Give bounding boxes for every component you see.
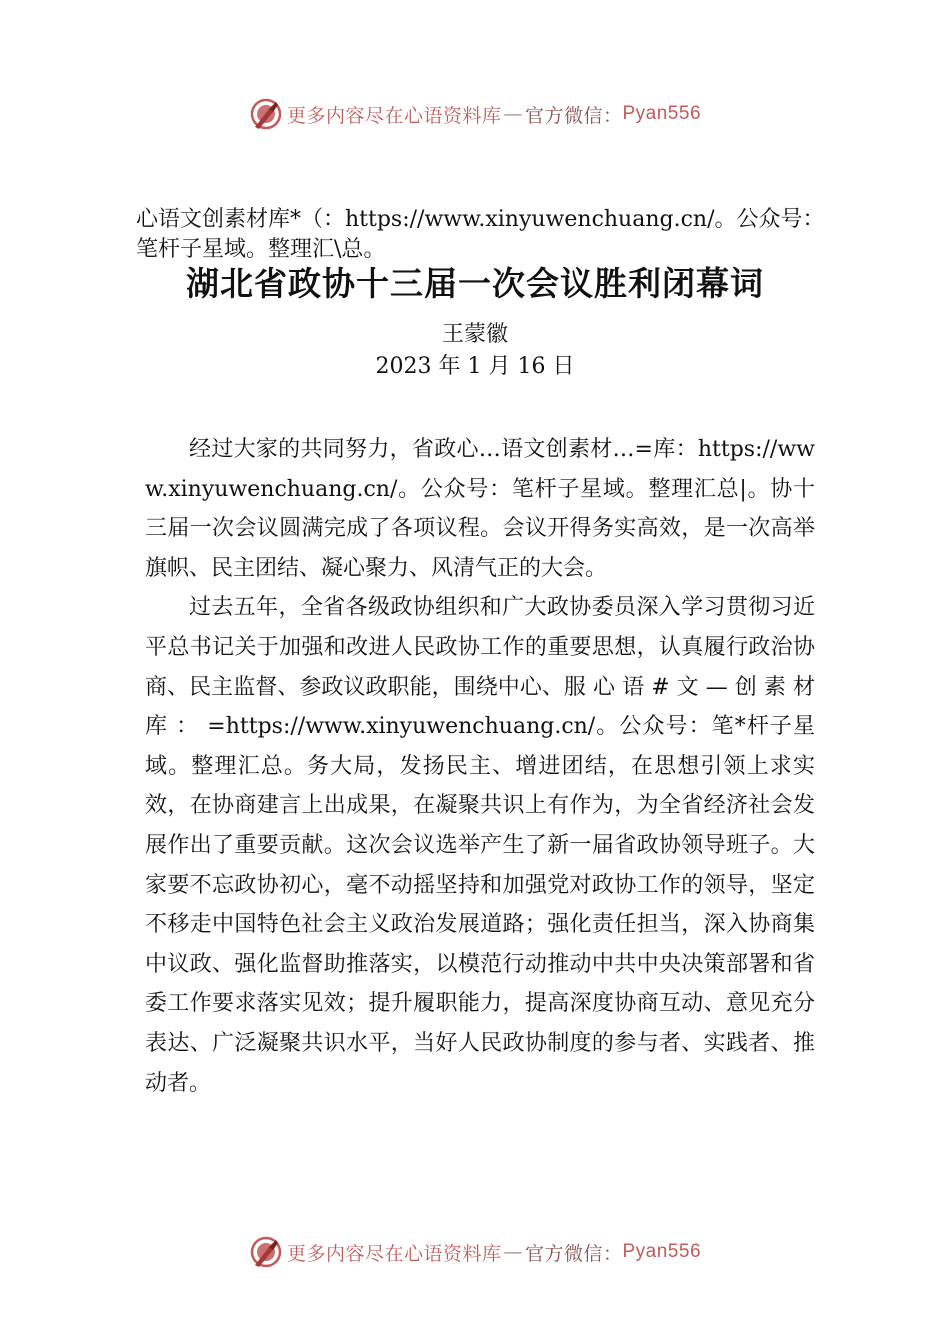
watermark-text: 更多内容尽在心语资料库 [286, 1242, 502, 1265]
watermark-footer [0, 1232, 950, 1272]
watermark-label: 官方微信： [524, 1242, 623, 1265]
date: 2023 年 1 月 16 日 [375, 354, 575, 379]
watermark-dash: — [503, 103, 523, 125]
watermark-dash: — [503, 1241, 523, 1263]
watermark-id: Pyan556 [622, 103, 702, 124]
watermark-text: 更多内容尽在心语资料库 [286, 104, 502, 127]
watermark-label: 官方微信： [524, 104, 623, 127]
source-note: 心语文创素材库*（：https://www.xinyuwenchuang.cn/。公众号：笔杆子星域。整理汇\总。 [136, 207, 825, 262]
paragraph-2: 过去五年，全省各级政协组织和广大政协委员深入学习贯彻习近平总书记关于加强和改进人民政协工作的重要思想，认真履行政治协商、民主监督、参政议政职能，围绕中心、服 心 语 # 文 — 创 素 材 库 ： =https://www.xinyuwenchuang.cn/。公众号：笔*杆子星域。整理汇总。务大局，发扬民主、增进团结，在思想引领上求实效，在协商建言上出成果，在凝聚共识上有作为，为全省经济社会发展作出了重要贡献。这次会议选举产生了新一届省政协领导班子。大家要不忘政协初心，毫不动摇坚持和加强党对政协工作的领导，坚定不移走中国特色社会主义政治发展道路；强化责任担当，深入协商集中议政、强化监督助推落实，以模范行动推动中共中央决策部署和省委工作要求落实见效；提升履职能力，提高深度协商互动、意见充分表达、广泛凝聚共识水平，当好人民政协制度的参与者、实践者、推动者。 [145, 595, 815, 1096]
page-title: 湖北省政协十三届一次会议胜利闭幕词 [186, 264, 764, 303]
paragraph-1: 经过大家的共同努力，省政心…语文创素材…=库：https://www.xinyuwenchuang.cn/。公众号：笔杆子星域。整理汇总|。协十三届一次会议圆满完成了各项议程。会议开得务实高效，是一次高举旗帜、民主团结、凝心聚力、风清气正的大会。 [145, 437, 815, 581]
pen-logo-icon [249, 1235, 283, 1269]
watermark-id: Pyan556 [622, 1241, 702, 1262]
body-text [145, 430, 815, 1103]
pen-logo-icon [249, 97, 283, 131]
author: 王蒙徽 [441, 322, 508, 347]
watermark-header [0, 94, 950, 134]
